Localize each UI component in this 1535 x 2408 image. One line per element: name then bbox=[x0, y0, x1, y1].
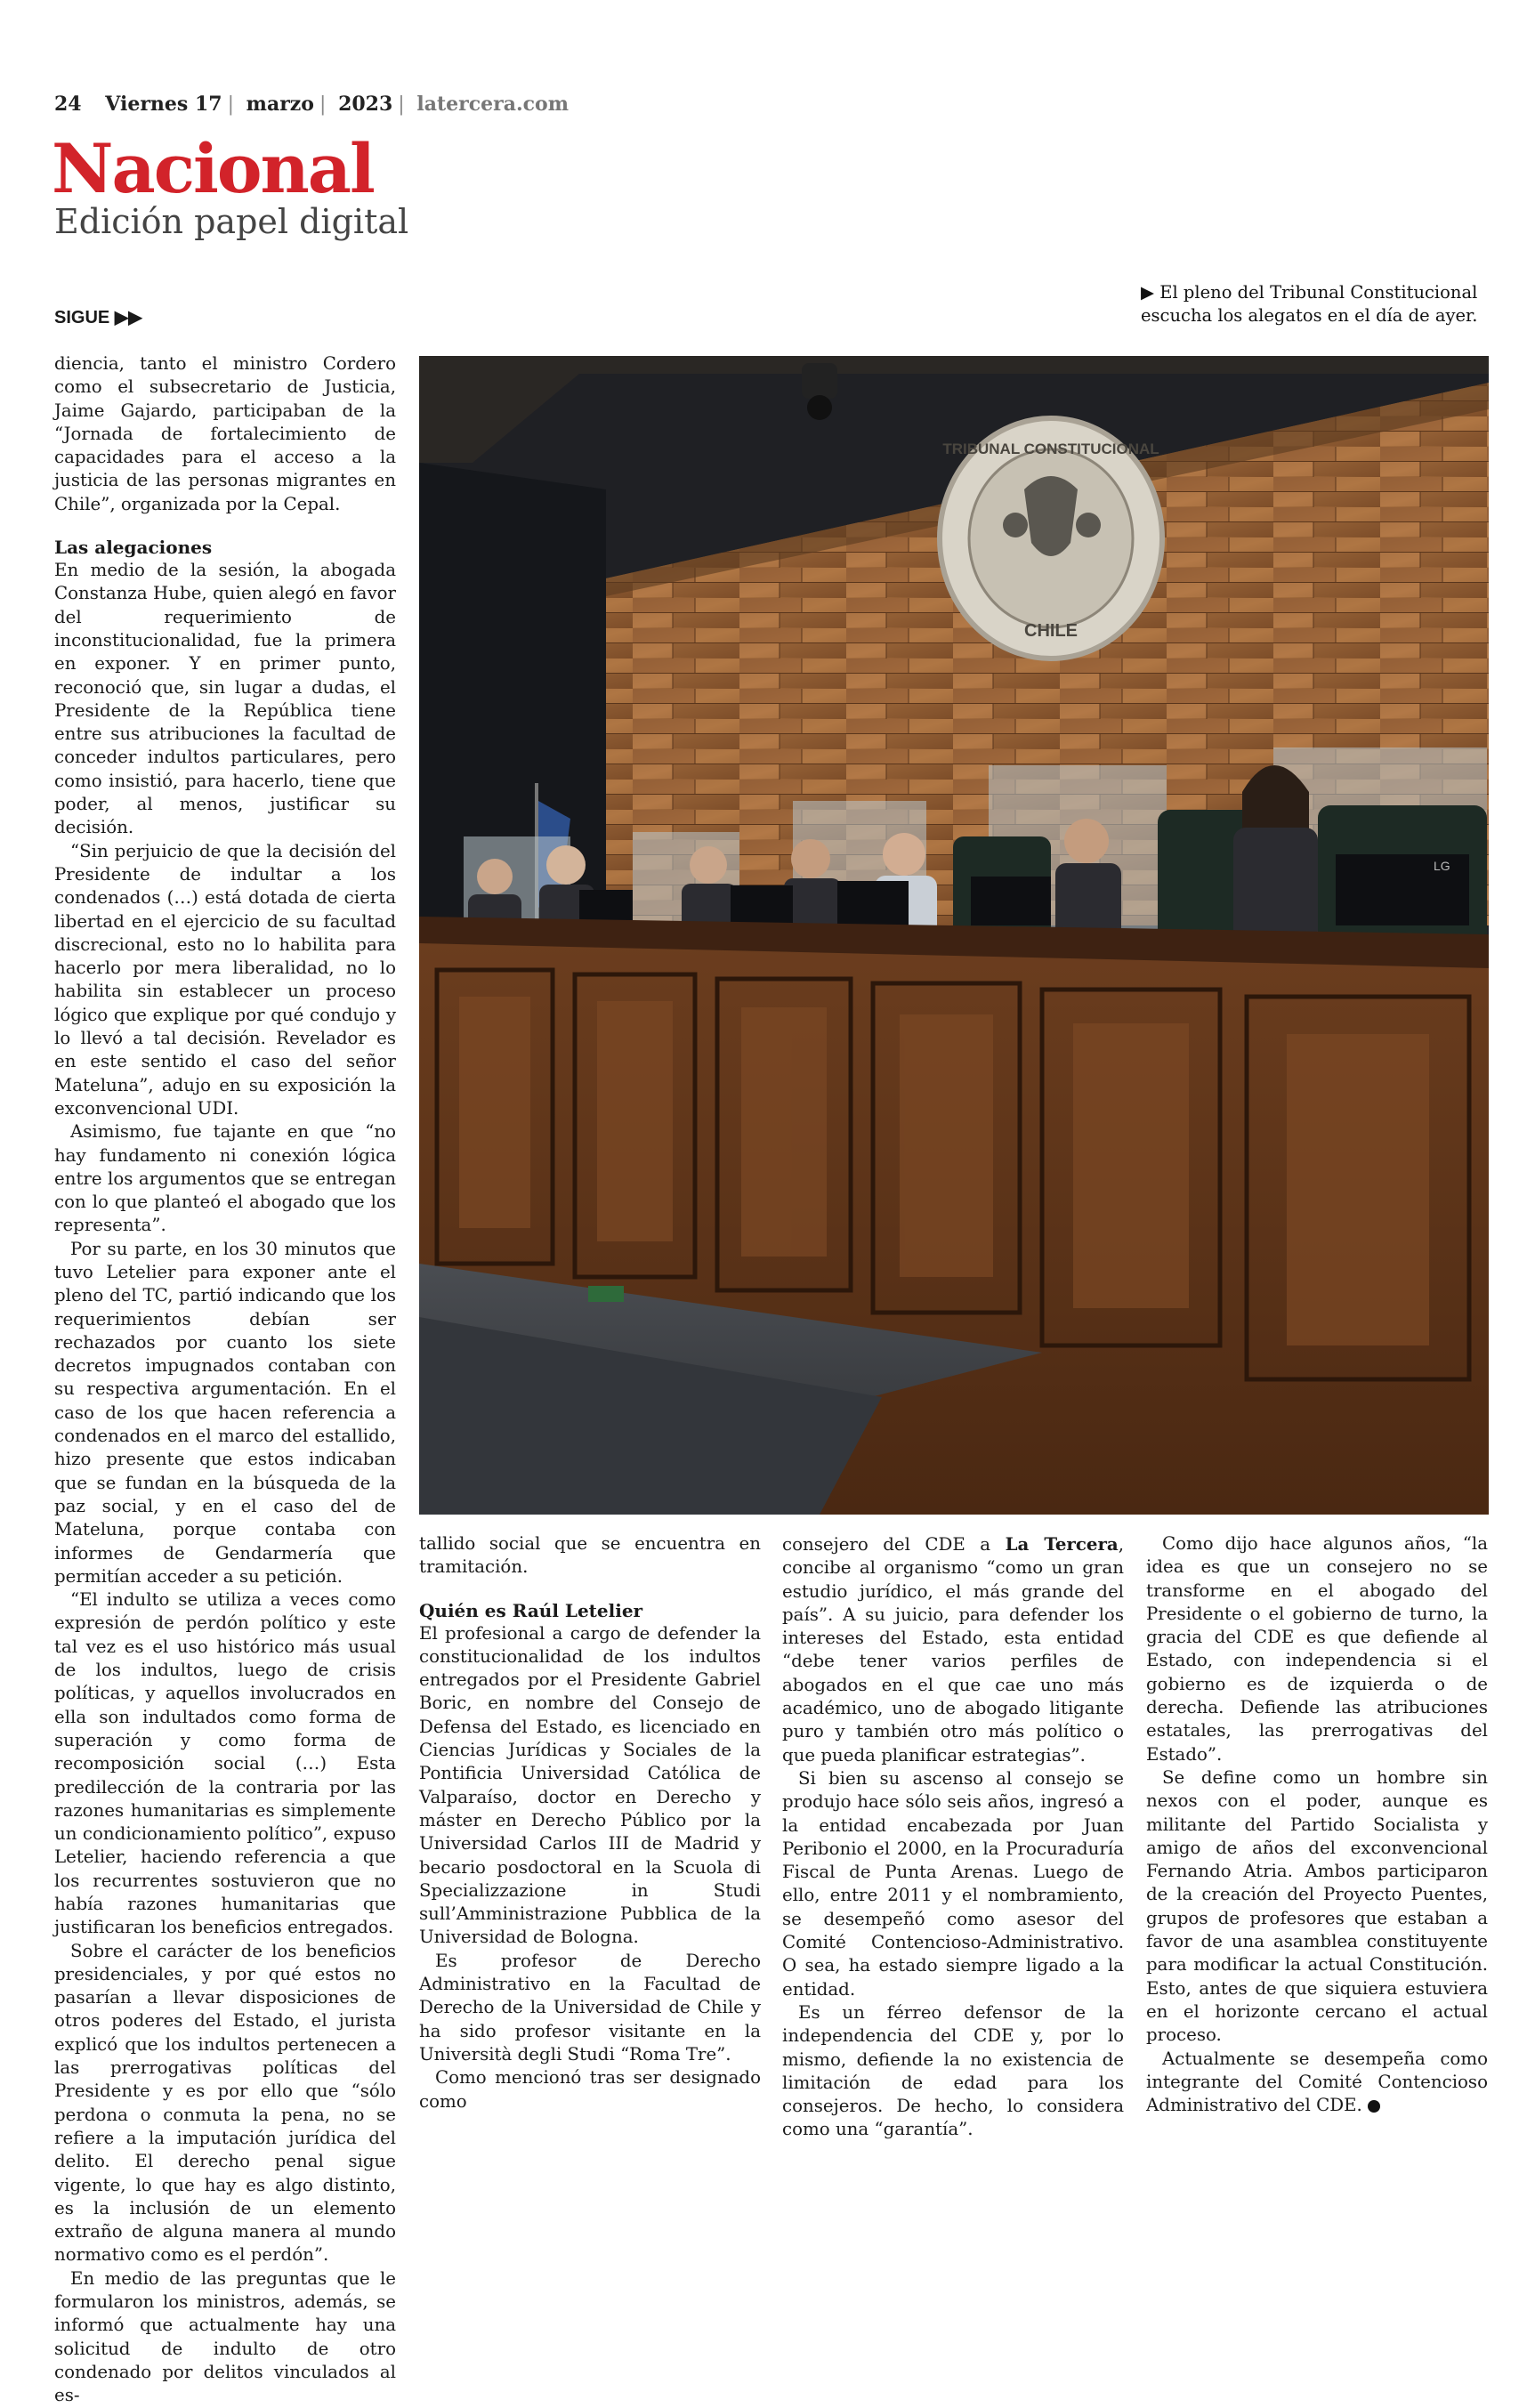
paragraph: Es un férreo defensor de la independencia del CDE y, por lo mismo, defiende la no existencia de limitación de edad para los consejeros. De hecho, lo considera como una “garantía”. bbox=[782, 2001, 1124, 2140]
paragraph: Se define como un hombre sin nexos con el poder, aunque es militante del Partido Socialista y amigo de años del exconvencional Fernando Atria. Ambos participaron de la creación del Proyecto Puentes, grupos de profesores que estaban a favor de una asamblea constituyente para modificar la actual Constitución. Esto, antes de que siquiera estuviera en el horizonte cercano el actual proceso. bbox=[1146, 1766, 1488, 2046]
paragraph: Es profesor de Derecho Administrativo en la Facultad de Derecho de la Universidad de Chile y ha sido profesor visitante en la Università degli Studi “Roma Tre”. bbox=[419, 1950, 761, 2065]
header-month: marzo bbox=[246, 93, 314, 116]
sigue-label bbox=[54, 306, 142, 328]
paragraph: diencia, tanto el ministro Cordero como el subsecretario de Justicia, Jaime Gajardo, participaban de la “Jornada de fortalecimiento de capacidades para el acceso a la justicia de las personas migrantes en Chile”, organizada por la Cepal. bbox=[54, 353, 396, 514]
paragraph: Si bien su ascenso al consejo se produjo hace sólo seis años, ingresó a la entidad encabezada por Juan Peribonio el 2000, en la Procuraduría Fiscal de Punta Arenas. Luego de ello, entre 2011 y el nombramiento, se desempeñó como asesor del Comité Contencioso-Administrativo. O sea, ha estado siempre ligado a la entidad. bbox=[782, 1767, 1124, 2000]
page-header: 24 Viernes 17 | marzo | 2023 | latercera.com bbox=[54, 93, 569, 116]
paragraph: Asimismo, fue tajante en que “no hay fundamento ni conexión lógica entre los argumentos que se entregan con lo que planteó el abogado que los representa”. bbox=[54, 1121, 396, 1236]
seal-bottom-text: CHILE bbox=[1024, 621, 1078, 641]
paragraph: En medio de las preguntas que le formularon los ministros, además, se informó que actualmente hay una solicitud de indulto de otro condenado por delitos vinculados al es- bbox=[54, 2267, 396, 2406]
article-column-1 bbox=[54, 352, 396, 2408]
paragraph: Por su parte, en los 30 minutos que tuvo Letelier para exponer ante el pleno del TC, partió indicando que los requerimientos debían ser rechazados por cuanto los siete decretos impugnados contaban con su respectiva argumentación. En el caso de los que hacen referencia a condenados en el marco del estallido, hizo presente que estos indicaban que se fundan en la búsqueda de la paz social, y en el caso del de Mateluna, porque contaba con informes de Gendarmería que permitían acceder a su petición. bbox=[54, 1238, 396, 1587]
subheading-alegaciones: Las alegaciones bbox=[54, 537, 213, 559]
section-subtitle: Edición papel digital bbox=[54, 202, 409, 241]
end-mark-icon bbox=[1368, 2100, 1380, 2113]
paragraph: Como mencionó tras ser designado como bbox=[419, 2067, 761, 2112]
double-arrow-icon: ▶▶ bbox=[114, 308, 142, 327]
header-year: 2023 bbox=[338, 93, 393, 116]
monitor-brand: LG bbox=[1434, 859, 1450, 873]
text-run: , concibe al organismo “como un gran estudio jurídico, el más grande del país”. A su juicio, para defender los intereses del Estado, esta entidad “debe tener varios perfiles de abogados en el que cae uno más académico, uno de abogado litigante puro y también otro más político o que pueda planificar estrategias”. bbox=[782, 1534, 1124, 1766]
seal-top-text: TRIBUNAL CONSTITUCIONAL bbox=[942, 440, 1159, 457]
paragraph: tallido social que se encuentra en tramitación. bbox=[419, 1533, 761, 1578]
header-day: Viernes 17 bbox=[105, 93, 222, 116]
page-number: 24 bbox=[54, 93, 82, 116]
court-photo bbox=[419, 356, 1489, 1515]
paragraph bbox=[1146, 2048, 1488, 2118]
tribunal-seal bbox=[940, 418, 1162, 659]
article-column-2 bbox=[419, 1532, 761, 2113]
newspaper-name: La Tercera bbox=[1005, 1533, 1119, 1555]
text-run: consejero del CDE a bbox=[782, 1534, 1006, 1555]
paragraph: Sobre el carácter de los beneficios presidenciales, y por qué estos no pasarían a llevar disposiciones de otros poderes del Estado, el jurista explicó que los indultos pertenecen a las prerrogativas políticas del Presidente y es por ello que “sólo perdona o conmuta la pena, no se refiere a la imputación jurídica del delito. El derecho penal sigue vigente, lo que hay es algo distinto, es la inclusión de un elemento extraño de alguna manera al mundo normativo como es el perdón”. bbox=[54, 1940, 396, 2266]
subheading-quien-es: Quién es Raúl Letelier bbox=[419, 1599, 643, 1621]
photo-caption bbox=[1141, 281, 1479, 327]
paragraph: “Sin perjuicio de que la decisión del Presidente de indultar a los condenados (…) está dotada de cierta libertad en el ejercicio de su facultad discrecional, esto no lo habilita para hacerlo por mera liberalidad, no lo habilita sin establecer un proceso lógico que explique por qué condujo y lo llevó a tal decisión. Revelador es en este sentido el caso del señor Mateluna”, adujo en su exposición la exconvencional UDI. bbox=[54, 840, 396, 1119]
text-run: Actualmente se desempeña como integrante del Comité Contencioso Administrativo del CDE. bbox=[1146, 2048, 1488, 2116]
caption-text: El pleno del Tribunal Constitucional escucha los alegatos en el día de ayer. bbox=[1141, 282, 1478, 326]
paragraph: El profesional a cargo de defender la constitucionalidad de los indultos entregados por el Presidente Gabriel Boric, en nombre del Consejo de Defensa del Estado, es licenciado en Ciencias Jurídicas y Sociales de la Pontificia Universidad Católica de Valparaíso, doctor en Derecho y máster en Derecho Público por la Universidad Carlos III de Madrid y becario posdoctoral en la Scuola di Specializzazione in Studi sull’Amministrazione Pubblica de la Universidad de Bologna. bbox=[419, 1622, 761, 1948]
caption-arrow-icon: ▶ bbox=[1141, 282, 1154, 303]
paragraph: Como dijo hace algunos años, “la idea es que un consejero no se transforme en el abogado del Presidente o el gobierno de turno, la gracia del CDE es que defiende al Estado, con independencia si el gobierno es de izquierda o de derecha. Defiende las atribuciones estatales, las prerrogativas del Estado”. bbox=[1146, 1533, 1488, 1765]
paragraph: En medio de la sesión, la abogada Constanza Hube, quien alegó en favor del requerimiento de inconstitucionalidad, fue la primera en exponer. Y en primer punto, reconoció que, sin lugar a dudas, el Presidente de la República tiene entre sus atribuciones la facultad de conceder indultos particulares, pero como insistió, para hacerlo, tiene que poder, al menos, justificar su decisión. bbox=[54, 560, 396, 838]
paragraph: “El indulto se utiliza a veces como expresión de perdón político y este tal vez es el uso histórico más usual de los indultos, luego de crisis políticas, y aquellos involucrados en ella son indultados como forma de superación y como forma de recomposición social (…) Esta predilección de la contraria por las razones humanitarias es simplemente un condicionamiento político”, expuso Letelier, haciendo referencia a que los recurrentes sostuvieron que no había razones humanitarias que justificaran los beneficios entregados. bbox=[54, 1589, 396, 1938]
site-link[interactable]: latercera.com bbox=[416, 93, 569, 116]
sigue-text: SIGUE bbox=[54, 308, 110, 327]
article-column-3 bbox=[782, 1532, 1124, 2142]
article-column-4 bbox=[1146, 1532, 1488, 2117]
section-title: Nacional bbox=[52, 129, 374, 208]
paragraph bbox=[782, 1532, 1124, 1767]
